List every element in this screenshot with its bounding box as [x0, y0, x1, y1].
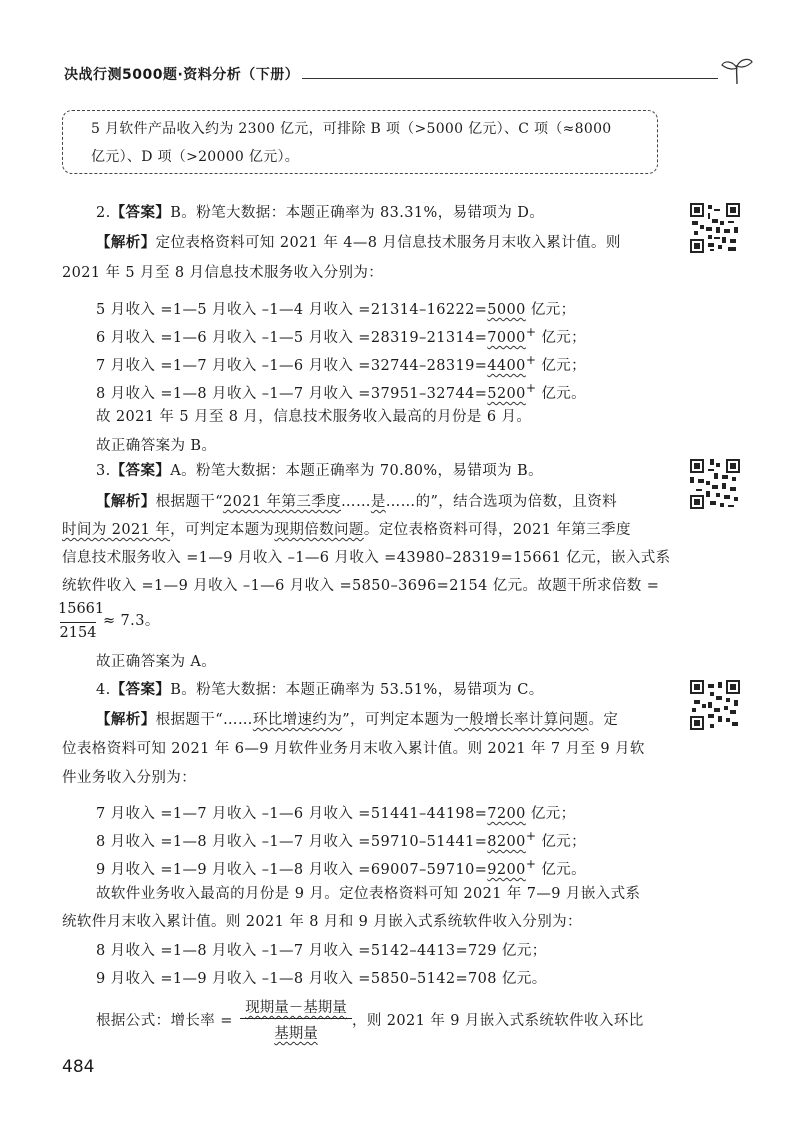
answer-tag: 【答案】	[110, 204, 171, 221]
sprout-icon	[720, 56, 754, 86]
q3-analysis-line: 【解析】根据题干“2021 年第三季度……是……的”，结合选项为倍数，且资料	[96, 493, 618, 510]
conclusion-line: 故软件业务收入最高的月份是 9 月。定位表格资料可知 2021 年 7—9 月嵌入式系	[96, 886, 641, 902]
note-line: 亿元）、D 项（>20000 亿元）。	[91, 149, 300, 165]
answer-tag: 【答案】	[110, 681, 171, 698]
qr-code[interactable]	[690, 459, 740, 509]
header-rule	[302, 78, 718, 79]
calc-line: 8 月收入 =1—8 月收入 –1—7 月收入 =5142–4413=729 亿元；	[96, 943, 547, 959]
q4-analysis-line: 【解析】根据题干“……环比增速约为”，可判定本题为一般增长率计算问题。定	[96, 711, 619, 728]
q4-answer-line	[96, 680, 544, 700]
conclusion-line-2: 统软件月末收入累计值。则 2021 年 8 月和 9 月嵌入式系统软件收入分别为：	[62, 914, 582, 930]
q3-analysis-line-2: 时间为 2021 年，可判定本题为现期倍数问题。定位表格资料可得，2021 年第三季度	[62, 522, 631, 538]
header-title: 决战行测5000题·资料分析（下册）	[64, 67, 300, 83]
calc-line: 9 月收入 =1—9 月收入 –1—8 月收入 =5850–5142=708 亿元。	[96, 971, 547, 987]
q2-answer-line	[96, 203, 544, 223]
analysis-text: 定位表格资料可知 2021 年 4—8 月信息技术服务月末收入累计值。则	[155, 235, 621, 251]
q2-analysis-line	[96, 233, 621, 253]
q2-analysis-line-2: 2021 年 5 月至 8 月信息技术服务收入分别为：	[62, 265, 384, 281]
q3-analysis-line-4: 统软件收入 =1—9 月收入 –1—6 月收入 =5850–3696=2154 亿元。故题干所求倍数 =	[62, 578, 660, 594]
calc-line: 7 月收入 =1—7 月收入 –1—6 月收入 =32744–28319=4400+ 亿元；	[96, 353, 587, 374]
calc-line: 7 月收入 =1—7 月收入 –1—6 月收入 =51441–44198=7200 亿元；	[96, 805, 576, 822]
answer-text: B。粉笔大数据：本题正确率为 53.51%，易错项为 C。	[170, 682, 544, 698]
calc-line: 8 月收入 =1—8 月收入 –1—7 月收入 =59710–51441=8200+ 亿元；	[96, 829, 587, 850]
formula-denominator: 基期量	[274, 1026, 318, 1042]
conclusion-line: 故 2021 年 5 月至 8 月，信息技术服务收入最高的月份是 6 月。	[96, 409, 532, 425]
answer-tag: 【答案】	[110, 462, 171, 479]
question-number: 3.	[96, 463, 111, 479]
analysis-tag: 【解析】	[96, 234, 156, 251]
question-number: 4.	[96, 682, 111, 698]
qr-code[interactable]	[690, 203, 740, 253]
calc-line: 8 月收入 =1—8 月收入 –1—7 月收入 =37951–32744=5200+ 亿元。	[96, 381, 587, 402]
q4-analysis-line-2: 位表格资料可知 2021 年 6—9 月软件业务月末收入累计值。则 2021 年 7 月至 9 月软	[62, 741, 645, 757]
running-header	[64, 56, 754, 88]
q4-analysis-line-3: 件业务收入分别为：	[62, 770, 197, 786]
calc-line: 9 月收入 =1—9 月收入 –1—8 月收入 =69007–59710=9200+ 亿元。	[96, 857, 587, 878]
final-answer-line: 故正确答案为 A。	[96, 654, 217, 670]
calc-line: 5 月收入 =1—5 月收入 –1—4 月收入 =21314–16222=5000 亿元；	[96, 301, 576, 318]
question-number: 2.	[96, 205, 111, 221]
note-box	[62, 110, 658, 174]
note-line: 5 月软件产品收入约为 2300 亿元，可排除 B 项（>5000 亿元）、C 项（≈8000	[91, 121, 612, 137]
fraction-result: ≈ 7.3。	[103, 613, 160, 629]
answer-text: A。粉笔大数据：本题正确率为 70.80%，易错项为 B。	[170, 463, 543, 479]
q3-analysis-line-3: 信息技术服务收入 =1—9 月收入 –1—6 月收入 =43980–28319=15661 亿元，嵌入式系	[62, 550, 671, 566]
analysis-tag: 【解析】	[96, 711, 156, 728]
qr-code[interactable]	[690, 680, 740, 730]
final-answer-line: 故正确答案为 B。	[96, 438, 217, 454]
answer-text: B。粉笔大数据：本题正确率为 83.31%，易错项为 D。	[170, 205, 545, 221]
formula-prefix: 根据公式：增长率 =	[96, 1013, 233, 1029]
formula-suffix: ，则 2021 年 9 月嵌入式系统软件收入环比	[352, 1013, 644, 1029]
q3-answer-line	[96, 461, 543, 481]
calc-line: 6 月收入 =1—6 月收入 –1—5 月收入 =28319–21314=7000+ 亿元；	[96, 325, 587, 346]
formula-numerator: 现期量－基期量	[245, 1000, 347, 1016]
analysis-tag: 【解析】	[96, 493, 156, 510]
fraction-numerator: 15661	[58, 601, 105, 617]
page-number: 484	[62, 1057, 95, 1077]
fraction-denominator: 2154	[59, 625, 97, 641]
